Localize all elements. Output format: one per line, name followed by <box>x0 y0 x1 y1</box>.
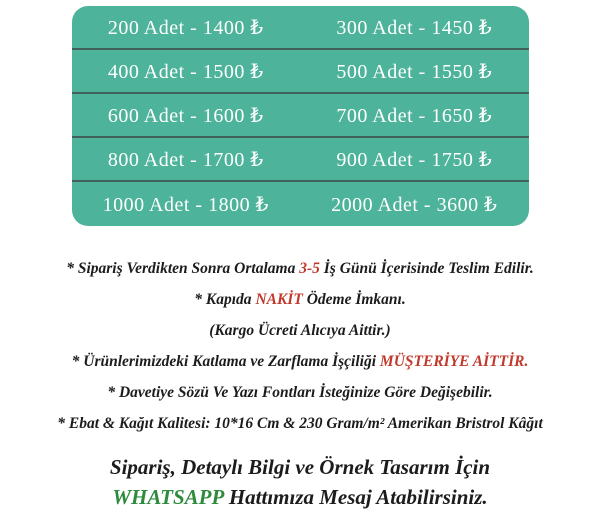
note-payment-prefix: * Kapıda <box>194 291 256 308</box>
cta-whatsapp-highlight: WHATSAPP <box>112 485 224 509</box>
price-row <box>72 182 529 226</box>
notes-section <box>0 253 600 439</box>
price-cell: 200 Adet - 1400 ₺ <box>107 16 264 39</box>
cta-line-2-rest: Hattımıza Mesaj Atabilirsiniz. <box>223 485 488 509</box>
note-delivery <box>0 253 600 284</box>
cta-line-1: Sipariş, Detaylı Bilgi ve Örnek Tasarım İçin <box>109 455 491 479</box>
note-payment-highlight: NAKİT <box>255 291 303 308</box>
note-labor-prefix: * Ürünlerimizdeki Katlama ve Zarflama İşçiliği <box>71 353 380 370</box>
note-size: * Ebat & Kağıt Kalitesi: 10*16 Cm & 230 Gram/m² Amerikan Bristrol Kâğıt <box>57 415 543 432</box>
price-row <box>72 138 529 182</box>
note-delivery-suffix: İş Günü İçerisinde Teslim Edilir. <box>319 260 534 277</box>
price-row <box>72 6 529 50</box>
price-cell: 400 Adet - 1500 ₺ <box>107 60 264 83</box>
price-cell: 500 Adet - 1550 ₺ <box>336 60 493 83</box>
price-row <box>72 50 529 94</box>
price-cell: 700 Adet - 1650 ₺ <box>336 104 493 127</box>
cta-section <box>0 452 600 512</box>
price-cell: 2000 Adet - 3600 ₺ <box>331 193 498 216</box>
note-fonts: * Davetiye Sözü Ve Yazı Fontları İsteğinize Göre Değişebilir. <box>107 384 493 401</box>
note-delivery-highlight: 3-5 <box>299 260 320 277</box>
price-cell: 600 Adet - 1600 ₺ <box>107 104 264 127</box>
price-cell: 300 Adet - 1450 ₺ <box>336 16 493 39</box>
note-payment <box>0 284 600 315</box>
note-labor-highlight: MÜŞTERİYE AİTTİR. <box>379 353 529 370</box>
note-delivery-prefix: * Sipariş Verdikten Sonra Ortalama <box>66 260 300 277</box>
note-labor <box>0 346 600 377</box>
price-cell: 900 Adet - 1750 ₺ <box>336 148 493 171</box>
note-cargo: (Kargo Ücreti Alıcıya Aittir.) <box>209 322 391 339</box>
price-row <box>72 94 529 138</box>
price-table <box>72 6 529 226</box>
price-cell: 1000 Adet - 1800 ₺ <box>102 193 269 216</box>
note-payment-suffix: Ödeme İmkanı. <box>302 291 406 308</box>
cta-line-2 <box>0 482 600 512</box>
price-cell: 800 Adet - 1700 ₺ <box>107 148 264 171</box>
